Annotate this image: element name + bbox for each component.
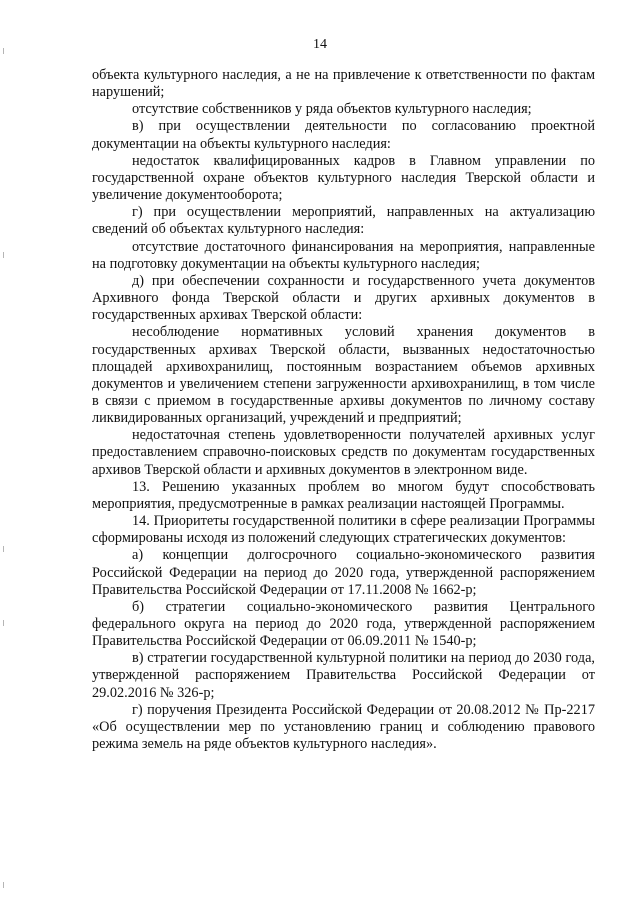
paragraph-staff-shortage: недостаток квалифицированных кадров в Главном управлении по государственной охране объектов культурного наследия Тверской области и увеличение документооборота; bbox=[92, 152, 595, 204]
paragraph-no-owners: отсутствие собственников у ряда объектов культурного наследия; bbox=[132, 101, 532, 118]
paragraph-continuation: объекта культурного наследия, а не на привлечение к ответственности по фактам нарушений; bbox=[92, 67, 595, 101]
paragraph-13: 13. Решению указанных проблем во многом будут способствовать мероприятия, предусмотренные в рамках реализации настоящей Программы. bbox=[92, 478, 595, 512]
paragraph-item-d-archives: д) при обеспечении сохранности и государственного учета документов Архивного фонда Тверской области и других архивных документов в государственных архивах Тверской области: bbox=[92, 272, 595, 324]
paragraph-satisfaction: недостаточная степень удовлетворенности получателей архивных услуг предоставлением справочно-поисковых средств по документам государственных архивов Тверской области и архивных документов в электронном виде. bbox=[92, 427, 595, 478]
paragraph-item-b-strategy: б) стратегии социально-экономического развития Центрального федерального округа на период до 2020 года, утвержденной распоряжением Правительства Российской Федерации от 06.09.2011 № 1540-р; bbox=[92, 598, 595, 650]
paragraph-item-v-cultural-policy: в) стратегии государственной культурной политики на период до 2030 года, утвержденной распоряжением Правительства Российской Федерации от 29.02.2016 № 326-р; bbox=[92, 650, 595, 701]
paragraph-insufficient-funding: отсутствие достаточного финансирования на мероприятия, направленные на подготовку документации на объекты культурного наследия; bbox=[92, 238, 595, 272]
scan-edge-mark bbox=[3, 620, 4, 626]
paragraph-item-g-president: г) поручения Президента Российской Федерации от 20.08.2012 № Пр-2217 «Об осуществлении мер по установлению границ и соблюдению правового режима земель на ряде объектов культурного наследия». bbox=[92, 701, 595, 753]
body-text bbox=[92, 67, 595, 753]
scan-edge-mark bbox=[3, 48, 4, 54]
paragraph-14: 14. Приоритеты государственной политики в сфере реализации Программы сформированы исходя из положений следующих стратегических документов: bbox=[92, 513, 595, 547]
scan-edge-mark bbox=[3, 546, 4, 552]
paragraph-item-v-approval: в) при осуществлении деятельности по согласованию проектной документации на объекты культурного наследия: bbox=[92, 118, 595, 152]
scan-edge-mark bbox=[3, 252, 4, 258]
scan-edge-mark bbox=[3, 882, 4, 888]
paragraph-storage-conditions: несоблюдение нормативных условий хранения документов в государственных архивах Тверской области, вызванных недостаточностью площадей архивохранилищ, постоянным возрастанием объемов архивных документов и увеличением степени загруженности архивохранилищ, в том числе в связи с приемом в государственные архивы документов по личному составу ликвидированных организаций, учреждений и предприятий; bbox=[92, 324, 595, 427]
page-number: 14 bbox=[313, 37, 327, 52]
paragraph-item-g-actualization: г) при осуществлении мероприятий, направленных на актуализацию сведений об объектах культурного наследия: bbox=[92, 204, 595, 238]
paragraph-item-a-concept: а) концепции долгосрочного социально-экономического развития Российской Федерации на период до 2020 года, утвержденной распоряжением Правительства Российской Федерации от 17.11.2008 № 1662-р; bbox=[92, 547, 595, 598]
